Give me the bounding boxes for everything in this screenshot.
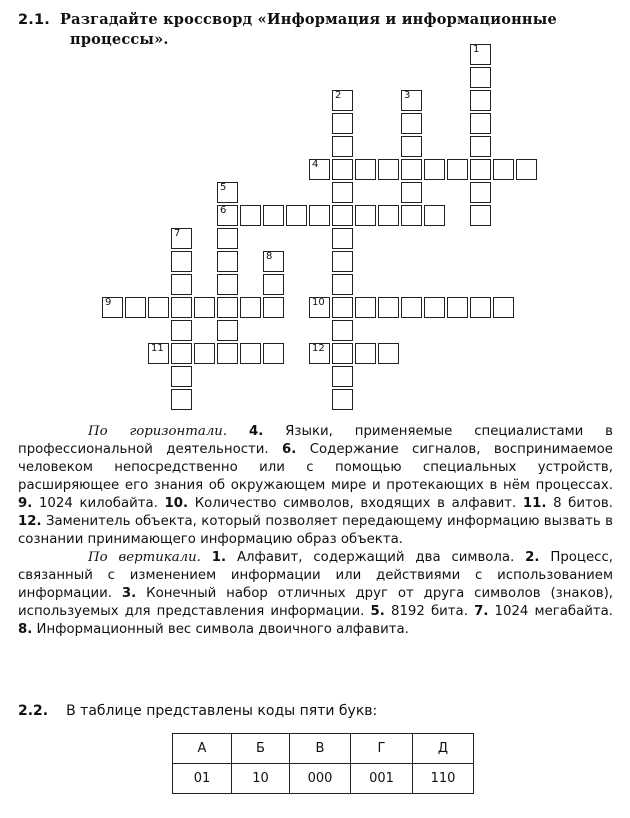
- crossword-cell[interactable]: [470, 113, 491, 134]
- vertical-label: По вертикали.: [88, 550, 201, 565]
- crossword-cell[interactable]: [424, 159, 445, 180]
- crossword-cell[interactable]: [263, 274, 284, 295]
- codes-row: [173, 764, 474, 794]
- letter-cell: Д: [413, 734, 474, 764]
- crossword-cell[interactable]: [378, 343, 399, 364]
- code-cell: 01: [173, 764, 232, 794]
- clue-text: Языки, применяемые специалистами в профессиональной деятельности.: [18, 424, 613, 457]
- horizontal-label: По горизонтали.: [88, 424, 228, 439]
- clue-text: 1024 килобайта.: [32, 496, 165, 511]
- clue-number: 4.: [248, 424, 264, 439]
- clue-text: 1024 мегабайта.: [488, 604, 614, 619]
- clue-number: 2.: [525, 550, 540, 565]
- crossword-cell[interactable]: [194, 343, 215, 364]
- crossword-cell[interactable]: [470, 159, 491, 180]
- crossword-cell[interactable]: [286, 205, 307, 226]
- vertical-clues: [18, 549, 613, 639]
- cell-number: 9: [105, 297, 112, 308]
- crossword-cell[interactable]: [332, 297, 353, 318]
- crossword-cell[interactable]: [194, 297, 215, 318]
- crossword-cell[interactable]: [401, 297, 422, 318]
- crossword-cell[interactable]: [171, 251, 192, 272]
- clue-number: 3.: [121, 586, 137, 601]
- crossword-cell[interactable]: [171, 228, 192, 249]
- crossword-cell[interactable]: [263, 297, 284, 318]
- crossword-cell[interactable]: [401, 205, 422, 226]
- crossword-cell[interactable]: [470, 67, 491, 88]
- crossword-cell[interactable]: [355, 343, 376, 364]
- crossword-cell[interactable]: [516, 159, 537, 180]
- task2-number: 2.2.: [18, 703, 49, 719]
- crossword-cell[interactable]: [148, 343, 169, 364]
- crossword-cell[interactable]: [217, 320, 238, 341]
- crossword-cell[interactable]: [470, 44, 491, 65]
- cell-number: 7: [174, 228, 181, 239]
- letters-row: [173, 734, 474, 764]
- cell-number: 1: [473, 44, 480, 55]
- crossword-cell[interactable]: [355, 205, 376, 226]
- crossword-cell[interactable]: [217, 297, 238, 318]
- crossword-cell[interactable]: [470, 205, 491, 226]
- clue-number: 6.: [282, 442, 297, 457]
- crossword-cell[interactable]: [332, 274, 353, 295]
- crossword-cell[interactable]: [217, 205, 238, 226]
- task-2-2-heading: [18, 703, 377, 719]
- crossword-cell[interactable]: [401, 136, 422, 157]
- letter-cell: В: [290, 734, 351, 764]
- cell-number: 8: [266, 251, 273, 262]
- cell-number: 6: [220, 205, 227, 216]
- crossword-cell[interactable]: [125, 297, 146, 318]
- crossword-cell[interactable]: [217, 182, 238, 203]
- crossword-cell[interactable]: [148, 297, 169, 318]
- clue-number: 1.: [211, 550, 227, 565]
- code-cell: 000: [290, 764, 351, 794]
- cell-number: 10: [312, 297, 325, 308]
- crossword-cell[interactable]: [378, 205, 399, 226]
- clue-text: Количество символов, входящих в алфавит.: [188, 496, 523, 511]
- crossword-cell[interactable]: [332, 182, 353, 203]
- cell-number: 2: [335, 90, 342, 101]
- crossword-cell[interactable]: [332, 320, 353, 341]
- crossword-clues: [18, 423, 613, 639]
- code-cell: 110: [413, 764, 474, 794]
- clue-text: Процесс, связанный с изменением информации или действиями с использованием информации.: [18, 550, 614, 601]
- clue-number: 11.: [522, 496, 547, 511]
- crossword-cell[interactable]: [217, 343, 238, 364]
- crossword-cell[interactable]: [332, 113, 353, 134]
- crossword-cell[interactable]: [332, 389, 353, 410]
- crossword-cell[interactable]: [171, 343, 192, 364]
- clue-number: 10.: [164, 496, 189, 511]
- crossword-cell[interactable]: [171, 297, 192, 318]
- crossword-cell[interactable]: [309, 297, 330, 318]
- crossword-cell[interactable]: [332, 205, 353, 226]
- crossword-cell[interactable]: [470, 297, 491, 318]
- clue-text: Конечный набор отличных друг от друга символов (знаков), используемых для представления информации.: [18, 586, 614, 619]
- crossword-cell[interactable]: [240, 297, 261, 318]
- crossword-cell[interactable]: [263, 343, 284, 364]
- clue-text: Заменитель объекта, который позволяет передающему информацию вызвать в сознании принимающего информацию образ объекта.: [18, 514, 613, 547]
- crossword-cell[interactable]: [470, 136, 491, 157]
- crossword-cell[interactable]: [171, 320, 192, 341]
- crossword-cell[interactable]: [447, 297, 468, 318]
- crossword-cell[interactable]: [378, 297, 399, 318]
- task-title-line1: Разгадайте кроссворд «Информация и информационные: [60, 11, 557, 28]
- cell-number: 5: [220, 182, 227, 193]
- crossword-cell[interactable]: [378, 159, 399, 180]
- crossword-cell[interactable]: [493, 159, 514, 180]
- clue-number: 9.: [18, 496, 33, 511]
- cell-number: 12: [312, 343, 325, 354]
- crossword-cell[interactable]: [470, 90, 491, 111]
- letter-cell: Г: [351, 734, 413, 764]
- crossword-cell[interactable]: [240, 205, 261, 226]
- crossword-cell[interactable]: [470, 182, 491, 203]
- task-number: 2.1.: [18, 12, 50, 28]
- crossword-cell[interactable]: [424, 297, 445, 318]
- letter-cell: Б: [232, 734, 290, 764]
- crossword-cell[interactable]: [332, 228, 353, 249]
- cell-number: 4: [312, 159, 319, 170]
- crossword-cell[interactable]: [171, 274, 192, 295]
- crossword-cell[interactable]: [309, 205, 330, 226]
- crossword-cell[interactable]: [493, 297, 514, 318]
- crossword-cell[interactable]: [171, 389, 192, 410]
- crossword-cell[interactable]: [332, 251, 353, 272]
- clue-text: Алфавит, содержащий два символа.: [226, 550, 526, 565]
- cell-number: 11: [151, 343, 164, 354]
- clue-text: 8 битов.: [546, 496, 613, 511]
- crossword-cell[interactable]: [401, 182, 422, 203]
- letter-codes-table: [172, 733, 474, 794]
- clue-number: 7.: [474, 604, 489, 619]
- clue-text: 8192 бита.: [384, 604, 475, 619]
- crossword-cell[interactable]: [332, 90, 353, 111]
- crossword-cell[interactable]: [332, 366, 353, 387]
- task2-text: В таблице представлены коды пяти букв:: [66, 703, 378, 719]
- crossword-cell[interactable]: [401, 90, 422, 111]
- crossword-cell[interactable]: [171, 366, 192, 387]
- crossword-cell[interactable]: [355, 159, 376, 180]
- crossword-cell[interactable]: [309, 343, 330, 364]
- crossword-cell[interactable]: [332, 343, 353, 364]
- code-cell: 001: [351, 764, 413, 794]
- crossword-cell[interactable]: [332, 159, 353, 180]
- crossword-cell[interactable]: [332, 136, 353, 157]
- clue-number: 12.: [18, 514, 42, 529]
- crossword-cell[interactable]: [309, 159, 330, 180]
- crossword-cell[interactable]: [217, 228, 238, 249]
- crossword-cell[interactable]: [355, 297, 376, 318]
- crossword-cell[interactable]: [217, 274, 238, 295]
- clue-number: 8.: [18, 622, 33, 637]
- task-title-line2: процессы».: [70, 31, 169, 48]
- crossword-cell[interactable]: [401, 113, 422, 134]
- crossword-cell[interactable]: [263, 205, 284, 226]
- horizontal-clues: [18, 423, 613, 549]
- letter-cell: А: [173, 734, 232, 764]
- crossword-cell[interactable]: [424, 205, 445, 226]
- crossword-cell[interactable]: [263, 251, 284, 272]
- clue-number: 5.: [370, 604, 385, 619]
- crossword-cell[interactable]: [240, 343, 261, 364]
- crossword-cell[interactable]: [102, 297, 123, 318]
- code-cell: 10: [232, 764, 290, 794]
- crossword-cell[interactable]: [447, 159, 468, 180]
- crossword-cell[interactable]: [401, 159, 422, 180]
- clue-text: Информационный вес символа двоичного алфавита.: [32, 622, 409, 637]
- crossword-cell[interactable]: [217, 251, 238, 272]
- clue-text: Содержание сигналов, воспринимаемое человеком непосредственно или с помощью специальных устройств, расширяющее его знания об окружающем мире и протекающих в нём процессах.: [18, 442, 613, 493]
- cell-number: 3: [404, 90, 411, 101]
